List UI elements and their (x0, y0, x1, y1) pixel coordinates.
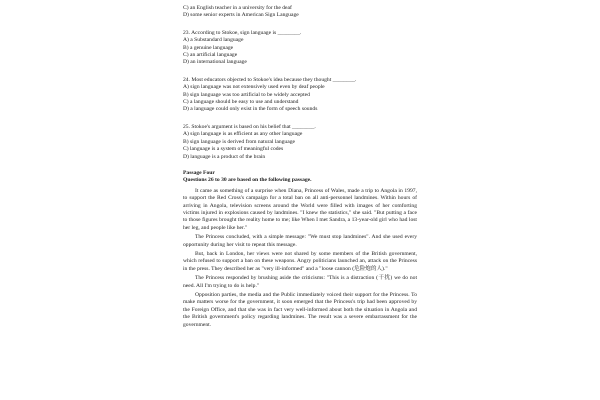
passage-four (183, 170, 417, 329)
passage-instruction: Questions 26 to 30 are based on the following passage. (183, 177, 312, 184)
question-25 (183, 124, 417, 161)
question-24 (183, 77, 417, 114)
option: B) a genuine language (183, 44, 234, 51)
option: C) a language should be easy to use and understand (183, 99, 299, 106)
option: C) an artificial language (183, 52, 238, 59)
passage-paragraph: It came as something of a surprise when Diana, Princess of Wales, made a trip to Angola in 1997, to support the Red Cross's campaign for a total ban on all anti-personnel landmines. Within hours of arriving in Angola, television screens around the World were filled with images of her comforting victims injured in explosions caused by landmines. "I knew the statistics," she said. "But putting a face to those figures brought the reality home to me; like When I met Sandra, a 13-year-old girl who had lost her leg, and people like her." (183, 187, 417, 231)
option: A) sign language is as efficient as any other language (183, 131, 303, 138)
option: D) an international language (183, 59, 247, 66)
option: B) sign language was too artificial to be widely accepted (183, 91, 310, 98)
option: A) a Substandard language (183, 37, 244, 44)
question-stem: 24. Most educators objected to Stokoe's idea because they thought ________. (183, 76, 357, 83)
question-stem: 25. Stokoe's argument is based on his belief that ________. (183, 123, 316, 130)
option: D) some senior experts in American Sign Language (183, 12, 299, 19)
passage-paragraph: The Princess concluded, with a simple message: "We must stop landmines". And she used every opportunity during her visit to repeat this message. (183, 234, 417, 248)
passage-paragraph: But, back in London, her views were not shared by some members of the British government, which refused to support a ban on these weapons. Angry politicians launched an, attack on the Princess in the press. They described her as "very ill-informed" and a "loose cannon (危险炮的人)." (183, 250, 417, 272)
question-stem: 23. According to Stokoe, sign language is ________. (183, 29, 302, 36)
option: D) language is a product of the brain (183, 153, 266, 160)
option: C) language is a system of meaningful codes (183, 146, 284, 153)
option: B) sign language is derived from natural language (183, 138, 295, 145)
option: A) sign language was not extensively used even by deaf people (183, 84, 325, 91)
carry-over-options (183, 5, 417, 20)
option: C) an English teacher in a university for the deaf (183, 5, 292, 11)
passage-paragraph: Opposition parties, the media and the Public immediately voiced their support for the Princess. To make matters worse for the government, it soon emerged that the Princess's trip had been approved by the Foreign Office, and that she was in fact very well-informed about both the situation in Angola and the British government's policy regarding landmines. The result was a severe embarrassment for the government. (183, 292, 417, 328)
passage-paragraph: The Princess responded by brushing aside the criticisms: "This is a distraction (干扰) we do not need. All I'm trying to do is help." (183, 275, 417, 289)
option: D) a language could only exist in the form of speech sounds (183, 106, 318, 113)
passage-title: Passage Four (183, 169, 215, 176)
question-23 (183, 30, 417, 67)
